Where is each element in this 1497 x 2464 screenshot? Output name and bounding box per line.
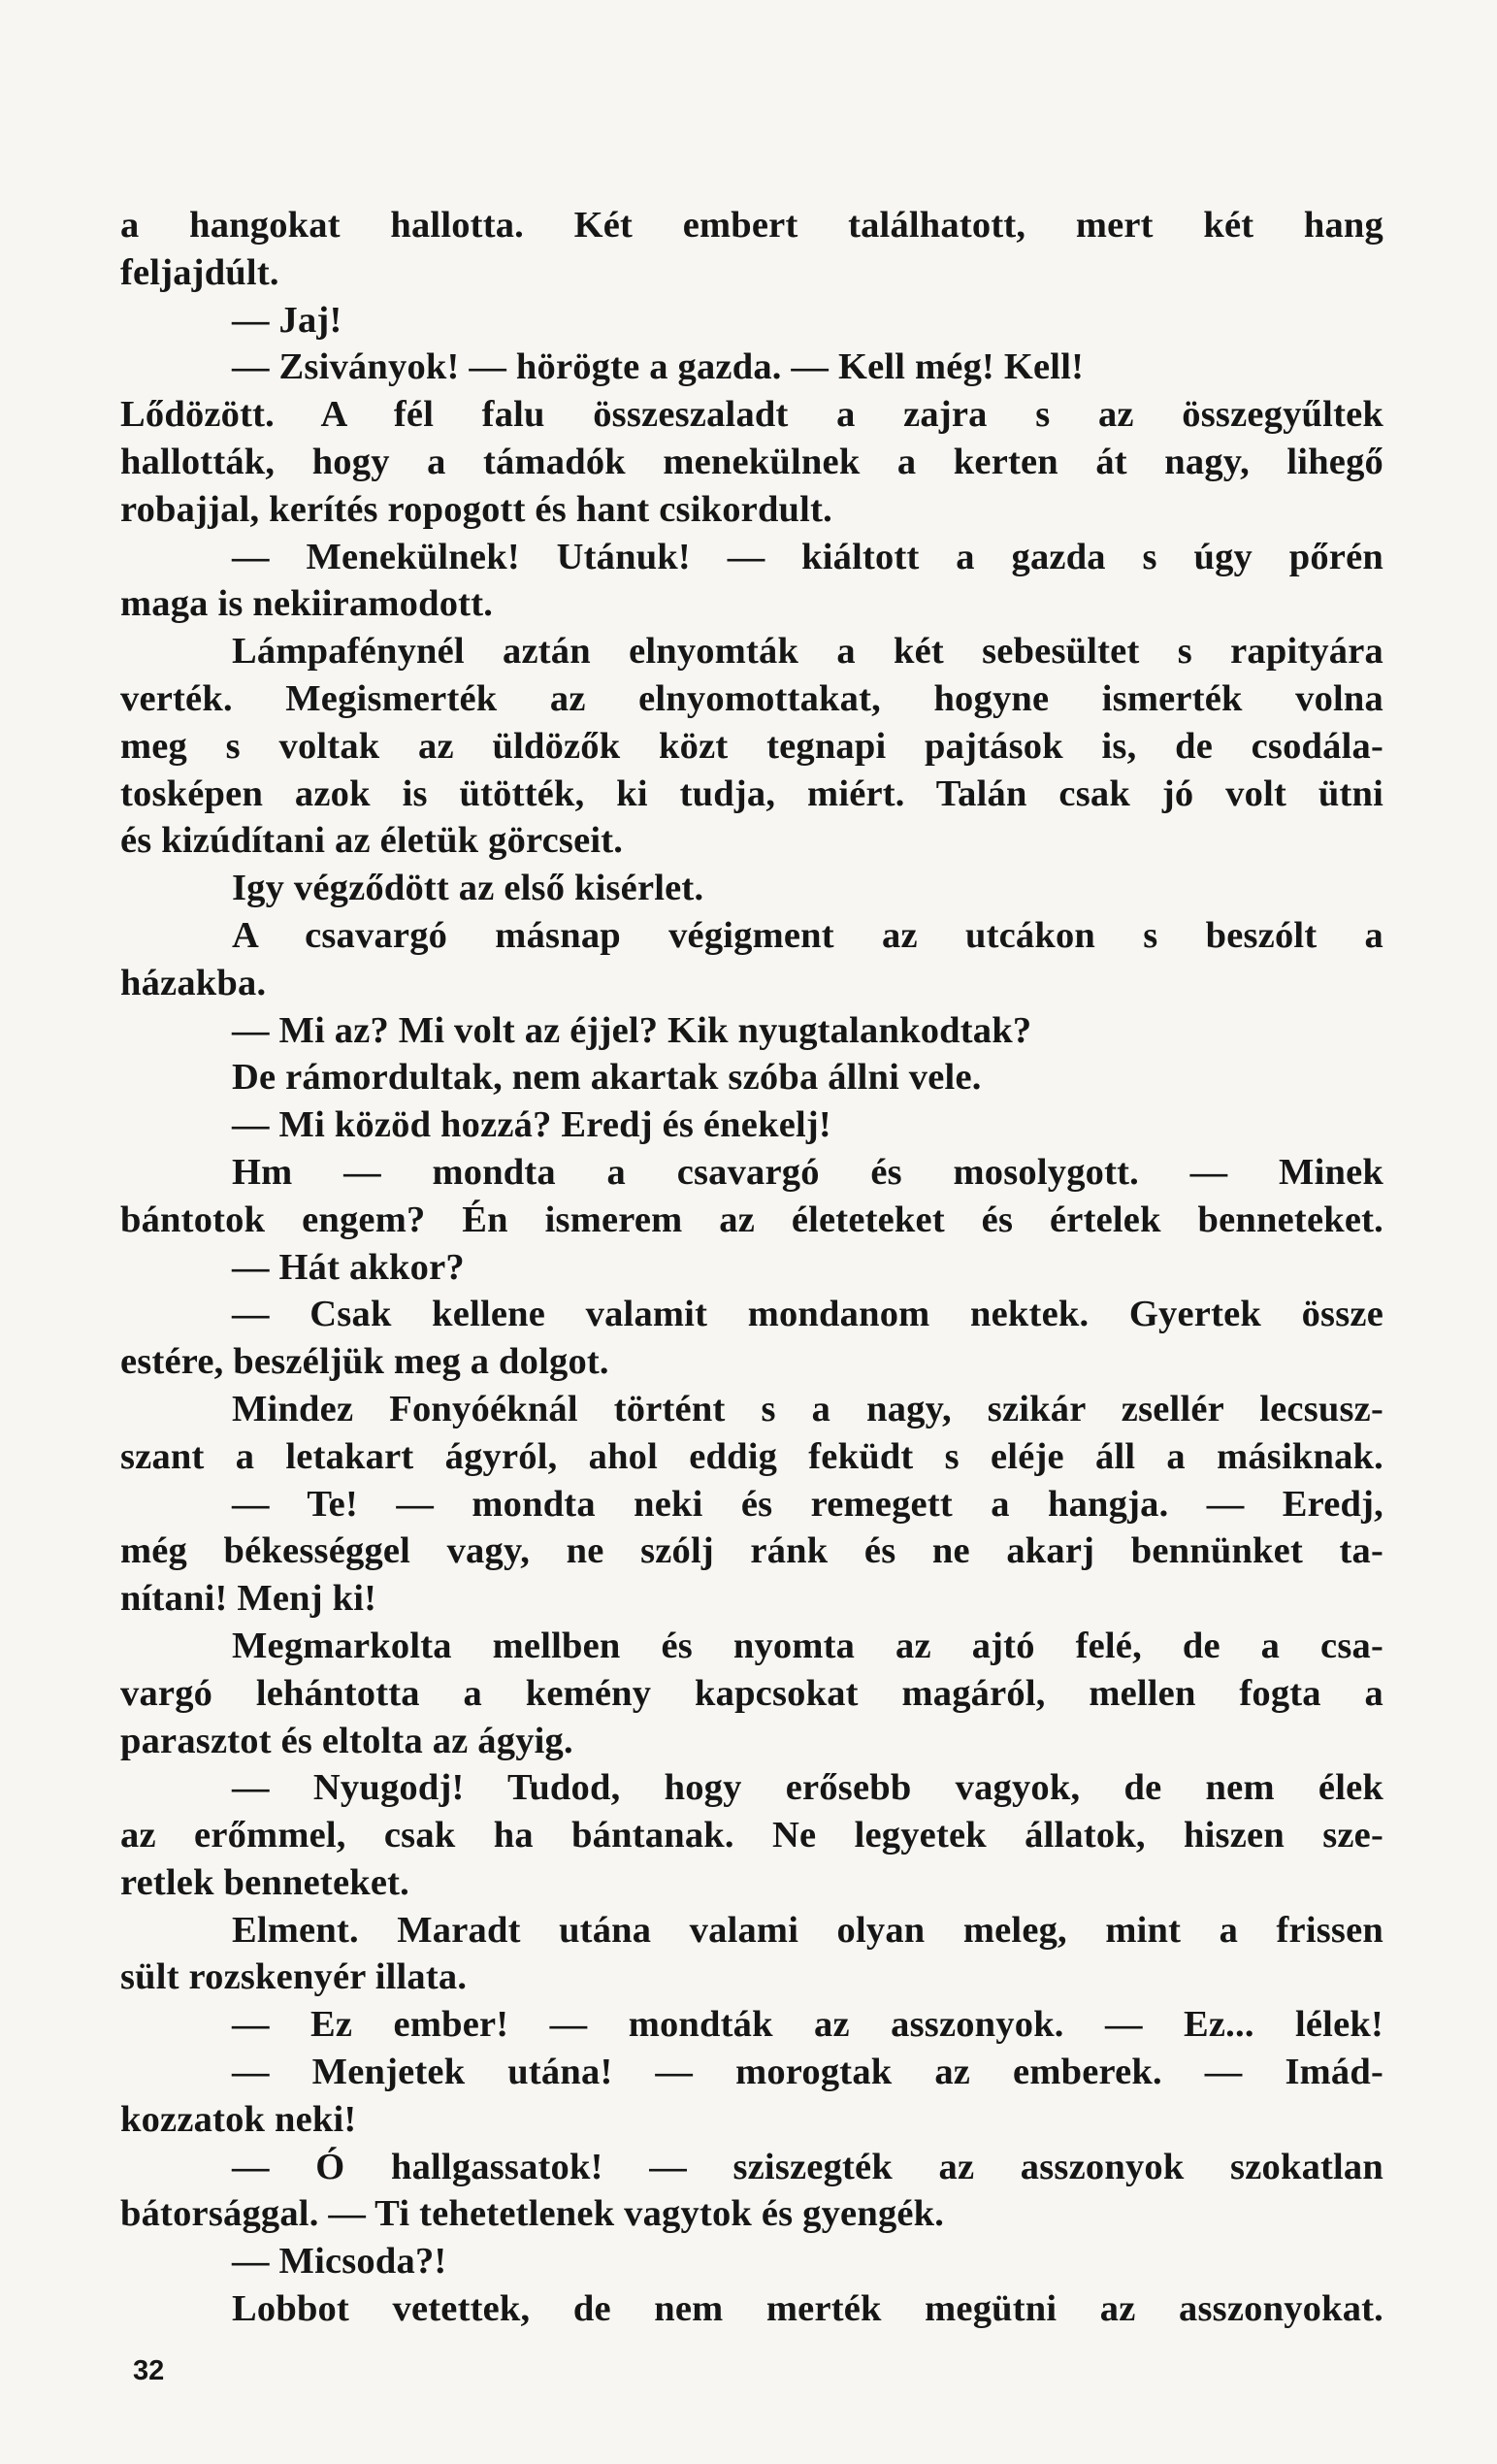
text-line: — Hát akkor? — [232, 1246, 465, 1288]
text-line: — Menekülnek! Utánuk! — kiáltott a gazda s úgy pőrén — [232, 536, 1383, 577]
text-line: — Nyugodj! Tudod, hogy erősebb vagyok, de nem élek — [232, 1767, 1383, 1809]
text-line: bátorsággal. — Ti tehetetlenek vagytok és gyengék. — [120, 2193, 945, 2235]
text-line: hallották, hogy a támadók menekülnek a kerten át nagy, lihegő — [120, 441, 1383, 482]
text-line: — Csak kellene valamit mondanom nektek. Gyertek össze — [232, 1294, 1383, 1335]
text-line: — Mi közöd hozzá? Eredj és énekelj! — [232, 1104, 831, 1146]
text-line: sült rozskenyér illata. — [120, 1956, 468, 1998]
text-line: — Mi az? Mi volt az éjjel? Kik nyugtalankodtak? — [232, 1009, 1032, 1051]
text-line: Hm — mondta a csavargó és mosolygott. — Minek — [232, 1151, 1383, 1193]
text-line: szant a letakart ágyról, ahol eddig feküdt s eléje áll a másiknak. — [120, 1435, 1383, 1477]
text-line: még békességgel vagy, ne szólj ránk és ne akarj bennünket ta- — [120, 1530, 1383, 1572]
text-line: házakba. — [120, 962, 267, 1003]
text-line: Lobbot vetettek, de nem merték megütni az asszonyokat. — [232, 2288, 1383, 2330]
text-line: Elment. Maradt utána valami olyan meleg, mint a frissen — [232, 1909, 1383, 1951]
text-line: robajjal, kerítés ropogott és hant csikordult. — [120, 488, 832, 530]
text-line: Lődözött. A fél falu összeszaladt a zajra s az összegyűltek — [120, 394, 1383, 436]
text-line: — Ó hallgassatok! — sziszegték az asszonyok szokatlan — [232, 2146, 1383, 2187]
text-line: nítani! Menj ki! — [120, 1578, 377, 1620]
text-line: retlek benneteket. — [120, 1861, 409, 1903]
text-line: — Menjetek utána! — morogtak az emberek. — Imád- — [232, 2052, 1383, 2093]
text-line: feljajdúlt. — [120, 251, 279, 293]
text-line: és kizúdítani az életük görcseit. — [120, 820, 624, 862]
text-line: verték. Megismerték az elnyomottakat, hogyne ismerték volna — [120, 677, 1383, 719]
text-line: — Micsoda?! — [232, 2241, 447, 2283]
page-number: 32 — [133, 2355, 165, 2386]
text-line: A csavargó másnap végigment az utcákon s beszólt a — [232, 914, 1383, 956]
text-line: estére, beszéljük meg a dolgot. — [120, 1341, 609, 1383]
text-line: — Te! — mondta neki és remegett a hangja. — Eredj, — [232, 1483, 1383, 1525]
text-line: — Ez ember! — mondták az asszonyok. — Ez... lélek! — [232, 2004, 1383, 2046]
text-line: tosképen azok is ütötték, ki tudja, miért. Talán csak jó volt ütni — [120, 772, 1383, 814]
text-line: vargó lehántotta a kemény kapcsokat magáról, mellen fogta a — [120, 1672, 1383, 1714]
text-line: bántotok engem? Én ismerem az életeteket és értelek benneteket. — [120, 1199, 1383, 1240]
text-line: parasztot és eltolta az ágyig. — [120, 1720, 573, 1761]
text-line: Megmarkolta mellben és nyomta az ajtó felé, de a csa- — [232, 1625, 1383, 1666]
text-line: De rámordultak, nem akartak szóba állni vele. — [232, 1057, 982, 1099]
text-line: maga is nekiiramodott. — [120, 583, 494, 625]
text-line: — Zsiványok! — hörögte a gazda. — Kell még! Kell! — [232, 346, 1085, 388]
text-line: a hangokat hallotta. Két embert találhatott, mert két hang — [120, 205, 1383, 246]
text-line: Igy végződött az első kisérlet. — [232, 868, 704, 909]
text-line: Mindez Fonyóéknál történt s a nagy, szikár zsellér lecsusz- — [232, 1388, 1383, 1429]
page-text — [120, 202, 1383, 2333]
text-line: — Jaj! — [232, 299, 342, 341]
text-line: meg s voltak az üldözők közt tegnapi pajtások is, de csodála- — [120, 725, 1383, 767]
text-line: az erőmmel, csak ha bántanak. Ne legyetek állatok, hiszen sze- — [120, 1815, 1383, 1856]
text-line: kozzatok neki! — [120, 2098, 357, 2140]
text-line: Lámpafénynél aztán elnyomták a két sebesültet s rapityára — [232, 631, 1383, 673]
